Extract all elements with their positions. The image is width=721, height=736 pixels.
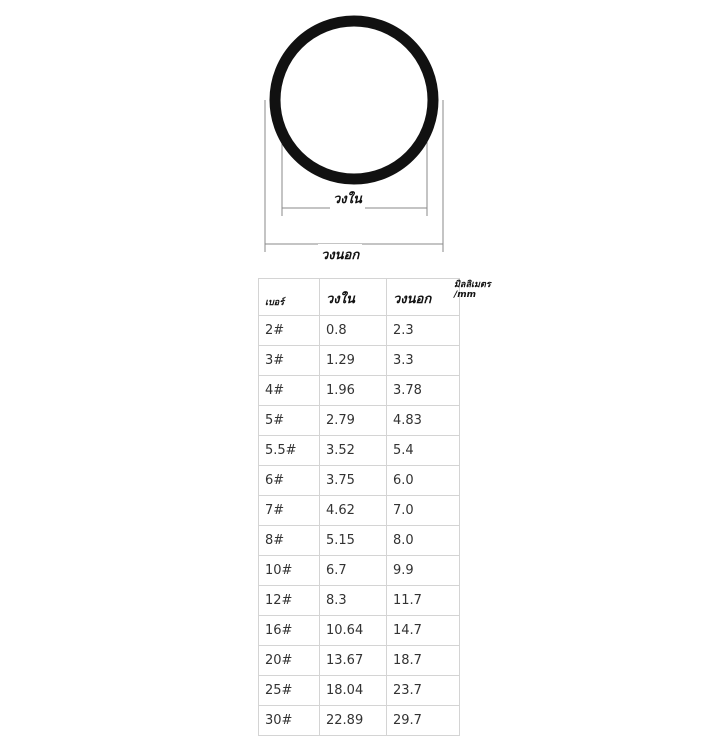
table-row bbox=[259, 316, 460, 346]
table-row bbox=[259, 616, 460, 646]
inner-diameter-cell: 3.75 bbox=[320, 466, 387, 496]
outer-diameter-cell: 3.3 bbox=[387, 346, 460, 376]
table-row bbox=[259, 646, 460, 676]
unit-label-thai: มิลลิเมตร bbox=[454, 280, 491, 290]
size-cell: 8# bbox=[259, 526, 320, 556]
outer-diameter-cell: 5.4 bbox=[387, 436, 460, 466]
inner-diameter-cell: 18.04 bbox=[320, 676, 387, 706]
table-row bbox=[259, 556, 460, 586]
outer-diameter-cell: 8.0 bbox=[387, 526, 460, 556]
size-cell: 20# bbox=[259, 646, 320, 676]
size-cell: 2# bbox=[259, 316, 320, 346]
outer-diameter-cell: 7.0 bbox=[387, 496, 460, 526]
size-table bbox=[258, 278, 460, 736]
outer-diameter-label: วงนอก bbox=[318, 244, 362, 265]
inner-diameter-cell: 2.79 bbox=[320, 406, 387, 436]
table-row bbox=[259, 436, 460, 466]
table-row bbox=[259, 676, 460, 706]
outer-diameter-cell: 6.0 bbox=[387, 466, 460, 496]
table-row bbox=[259, 586, 460, 616]
table-row bbox=[259, 466, 460, 496]
inner-diameter-cell: 5.15 bbox=[320, 526, 387, 556]
size-cell: 30# bbox=[259, 706, 320, 736]
table-row bbox=[259, 526, 460, 556]
size-cell: 16# bbox=[259, 616, 320, 646]
outer-diameter-cell: 11.7 bbox=[387, 586, 460, 616]
table-row bbox=[259, 376, 460, 406]
size-cell: 3# bbox=[259, 346, 320, 376]
inner-diameter-cell: 1.29 bbox=[320, 346, 387, 376]
inner-diameter-cell: 10.64 bbox=[320, 616, 387, 646]
table-row bbox=[259, 346, 460, 376]
inner-diameter-cell: 3.52 bbox=[320, 436, 387, 466]
unit-label bbox=[454, 280, 491, 300]
inner-diameter-cell: 8.3 bbox=[320, 586, 387, 616]
size-cell: 7# bbox=[259, 496, 320, 526]
outer-diameter-cell: 3.78 bbox=[387, 376, 460, 406]
table-header-row bbox=[259, 279, 460, 316]
unit-label-mm: /mm bbox=[454, 290, 477, 300]
outer-diameter-cell: 4.83 bbox=[387, 406, 460, 436]
inner-diameter-cell: 13.67 bbox=[320, 646, 387, 676]
size-cell: 25# bbox=[259, 676, 320, 706]
size-cell: 4# bbox=[259, 376, 320, 406]
outer-diameter-cell: 29.7 bbox=[387, 706, 460, 736]
size-cell: 5.5# bbox=[259, 436, 320, 466]
size-cell: 12# bbox=[259, 586, 320, 616]
outer-diameter-cell: 14.7 bbox=[387, 616, 460, 646]
size-column-header: เบอร์ bbox=[259, 279, 320, 316]
outer-diameter-cell: 2.3 bbox=[387, 316, 460, 346]
outer-diameter-cell: 23.7 bbox=[387, 676, 460, 706]
size-cell: 5# bbox=[259, 406, 320, 436]
table-row bbox=[259, 496, 460, 526]
inner-diameter-cell: 1.96 bbox=[320, 376, 387, 406]
inner-diameter-cell: 4.62 bbox=[320, 496, 387, 526]
size-cell: 10# bbox=[259, 556, 320, 586]
outer-diameter-cell: 9.9 bbox=[387, 556, 460, 586]
inner-diameter-label: วงใน bbox=[330, 188, 365, 209]
inner-diameter-cell: 0.8 bbox=[320, 316, 387, 346]
o-ring-diagram bbox=[256, 8, 456, 258]
inner-diameter-cell: 6.7 bbox=[320, 556, 387, 586]
o-ring bbox=[275, 21, 433, 179]
outer-column-header: วงนอก bbox=[387, 279, 460, 316]
table-row bbox=[259, 406, 460, 436]
outer-diameter-cell: 18.7 bbox=[387, 646, 460, 676]
inner-column-header: วงใน bbox=[320, 279, 387, 316]
size-cell: 6# bbox=[259, 466, 320, 496]
inner-diameter-cell: 22.89 bbox=[320, 706, 387, 736]
